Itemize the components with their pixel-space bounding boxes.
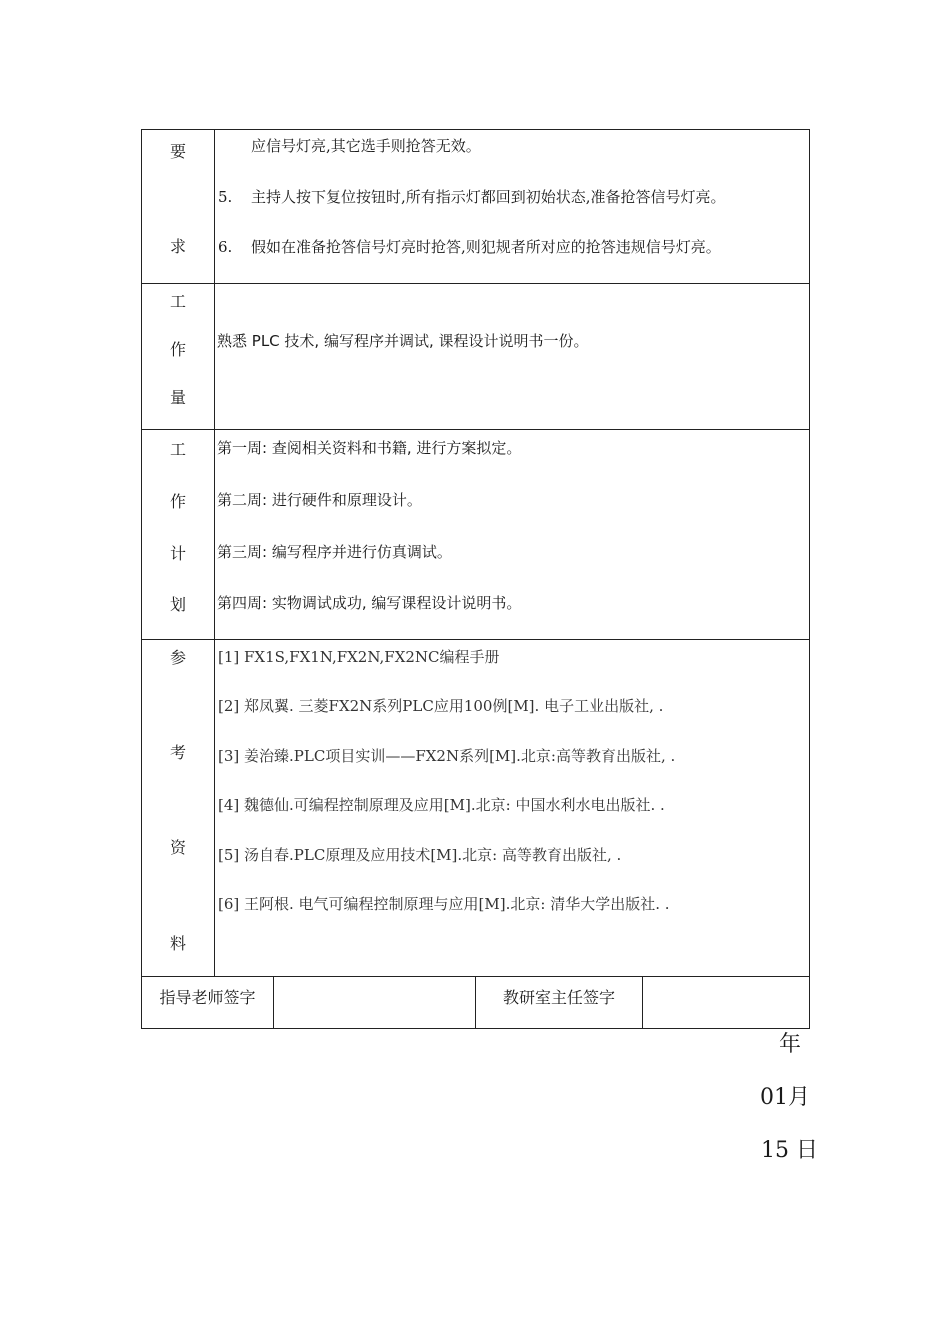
requirement-item [218, 237, 721, 257]
requirements-row [142, 130, 810, 284]
director-signature-label: 教研室主任签字 [476, 977, 643, 1029]
requirements-label-char: 要 [169, 142, 186, 161]
signature-row [142, 977, 810, 1029]
references-label [142, 640, 215, 977]
requirements-content [215, 130, 810, 284]
requirements-label [142, 130, 215, 284]
work-plan-row [142, 430, 810, 640]
requirement-text: 主持人按下复位按钮时,所有指示灯都回到初始状态,准备抢答信号灯亮。 [251, 188, 726, 206]
references-label-char: 参 [169, 648, 186, 667]
reference-item: [3] 姜治臻.PLC项目实训——FX2N系列[M].北京:高等教育出版社, . [218, 747, 676, 765]
requirement-text: 假如在准备抢答信号灯亮时抢答,则犯规者所对应的抢答违规信号灯亮。 [251, 238, 721, 256]
work-plan-label-char: 划 [169, 595, 186, 614]
workload-content [215, 284, 810, 430]
references-label-char: 资 [169, 838, 186, 857]
reference-item: [1] FX1S,FX1N,FX2N,FX2NC编程手册 [218, 648, 500, 666]
work-plan-week: 第三周: 编写程序并进行仿真调试。 [217, 543, 452, 561]
work-plan-content [215, 430, 810, 640]
work-plan-week: 第一周: 查阅相关资料和书籍, 进行方案拟定。 [217, 439, 522, 457]
assignment-table [141, 129, 810, 1029]
work-plan-week: 第二周: 进行硬件和原理设计。 [217, 491, 422, 509]
work-plan-label-char: 作 [169, 492, 186, 511]
reference-item: [6] 王阿根. 电气可编程控制原理与应用[M].北京: 清华大学出版社. . [218, 895, 670, 913]
workload-label-char: 作 [169, 340, 186, 359]
date-day: 15 日 [761, 1138, 818, 1163]
references-label-char: 料 [169, 934, 186, 953]
workload-label [142, 284, 215, 430]
workload-row [142, 284, 810, 430]
references-row [142, 640, 810, 977]
advisor-signature-field[interactable] [274, 977, 476, 1029]
work-plan-label-char: 工 [169, 440, 186, 459]
requirement-number: 5. [218, 188, 233, 206]
workload-label-char: 工 [169, 292, 186, 311]
requirement-continuation: 应信号灯亮,其它选手则抢答无效。 [251, 137, 481, 155]
workload-text: 熟悉 PLC 技术, 编写程序并调试, 课程设计说明书一份。 [217, 332, 589, 350]
work-plan-label-char: 计 [169, 544, 186, 563]
reference-item: [4] 魏德仙.可编程控制原理及应用[M].北京: 中国水利水电出版社. . [218, 796, 665, 814]
workload-label-char: 量 [169, 388, 186, 407]
work-plan-label [142, 430, 215, 640]
director-signature-field[interactable] [643, 977, 810, 1029]
date-year: 年 [779, 1032, 802, 1057]
reference-item: [2] 郑凤翼. 三菱FX2N系列PLC应用100例[M]. 电子工业出版社, . [218, 697, 664, 715]
date-month: 01月 [760, 1085, 810, 1110]
requirement-number: 6. [218, 238, 233, 256]
reference-item: [5] 汤自春.PLC原理及应用技术[M].北京: 高等教育出版社, . [218, 846, 622, 864]
requirement-item [218, 187, 726, 207]
requirements-label-char: 求 [169, 237, 186, 256]
references-content [215, 640, 810, 977]
work-plan-week: 第四周: 实物调试成功, 编写课程设计说明书。 [217, 594, 522, 612]
references-label-char: 考 [169, 743, 186, 762]
advisor-signature-label: 指导老师签字 [142, 977, 274, 1029]
